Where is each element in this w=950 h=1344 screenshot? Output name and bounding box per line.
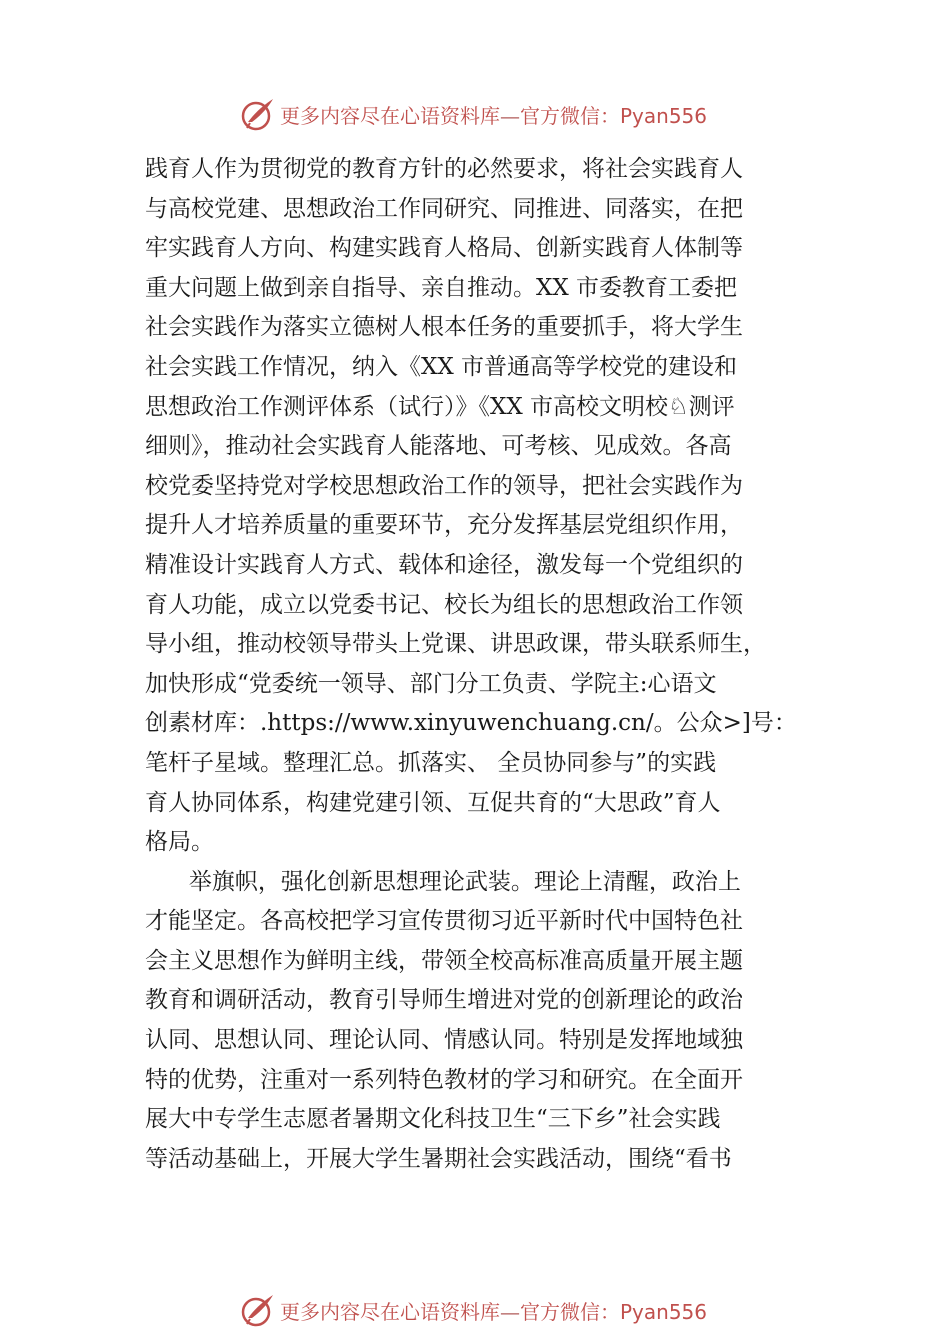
watermark-separator: — bbox=[500, 103, 520, 128]
text-line: 与高校党建、思想政治工作同研究、同推进、同落实，在把 bbox=[145, 195, 743, 222]
watermark-id: Pyan556 bbox=[620, 103, 708, 128]
text-line: 育人功能，成立以党委书记、校长为组长的思想政治工作领 bbox=[145, 591, 743, 618]
quill-logo-icon bbox=[240, 96, 276, 132]
watermark-label: 官方微信： bbox=[520, 1299, 620, 1324]
watermark-separator: — bbox=[500, 1299, 520, 1324]
text-line: 社会实践工作情况，纳入《XX 市普通高等学校党的建设和 bbox=[145, 353, 738, 380]
watermark-label: 官方微信： bbox=[520, 103, 620, 128]
watermark-id: Pyan556 bbox=[620, 1299, 708, 1324]
watermark-text bbox=[280, 100, 707, 129]
text-line: 展大中专学生志愿者暑期文化科技卫生“三下乡”社会实践 bbox=[145, 1106, 721, 1133]
text-line: 会主义思想作为鲜明主线，带领全校高标准高质量开展主题 bbox=[145, 947, 743, 974]
footer-watermark bbox=[240, 1290, 760, 1330]
watermark-text bbox=[280, 1296, 707, 1325]
text-line: 提升人才培养质量的重要环节，充分发挥基层党组织作用， bbox=[145, 512, 743, 539]
text-line: 重大问题上做到亲自指导、亲自推动。XX 市委教育工委把 bbox=[145, 274, 738, 301]
text-line: 格局。 bbox=[145, 829, 214, 856]
text-line: 才能坚定。各高校把学习宣传贯彻习近平新时代中国特色社 bbox=[145, 908, 743, 935]
text-line: 细则》，推动社会实践育人能落地、可考核、见成效。各高 bbox=[145, 433, 732, 460]
text-line: 践育人作为贯彻党的教育方针的必然要求，将社会实践育人 bbox=[145, 156, 743, 182]
text-line: 加快形成“党委统一领导、部门分工负责、学院主:心语文 bbox=[145, 670, 717, 697]
text-line: 特的优势，注重对一系列特色教材的学习和研究。在全面开 bbox=[145, 1066, 743, 1093]
text-line: 认同、思想认同、理论认同、情感认同。特别是发挥地域独 bbox=[145, 1027, 743, 1054]
text-line: 精准设计实践育人方式、载体和途径，激发每一个党组织的 bbox=[145, 551, 743, 578]
text-line: 育人协同体系，构建党建引领、互促共育的“大思政”育人 bbox=[145, 789, 721, 816]
text-line: 等活动基础上，开展大学生暑期社会实践活动，围绕“看书 bbox=[145, 1145, 732, 1172]
text-line: 牢实践育人方向、构建实践育人格局、创新实践育人体制等 bbox=[145, 235, 743, 262]
text-line: 校党委坚持党对学校思想政治工作的领导，把社会实践作为 bbox=[145, 472, 743, 499]
paragraph-start-line: 举旗帜，强化创新思想理论武装。理论上清醒，政治上 bbox=[145, 868, 741, 895]
text-line: 导小组，推动校领导带头上党课、讲思政课，带头联系师生， bbox=[145, 631, 766, 658]
text-line: 教育和调研活动，教育引导师生增进对党的创新理论的政治 bbox=[145, 987, 743, 1014]
text-line: 创素材库：.https://www.xinyuwenchuang.cn/。公众>]号： bbox=[145, 710, 797, 737]
quill-logo-icon bbox=[240, 1292, 276, 1328]
text-line: 思想政治工作测评体系（试行）》《XX 市高校文明校♘测评 bbox=[145, 393, 735, 420]
watermark-main: 更多内容尽在心语资料库 bbox=[280, 103, 500, 128]
text-line: 笔杆子星域。整理汇总。抓落实、 全员协同参与”的实践 bbox=[145, 749, 717, 776]
document-body bbox=[145, 150, 825, 1179]
text-line: 社会实践作为落实立德树人根本任务的重要抓手，将大学生 bbox=[145, 314, 743, 341]
header-watermark bbox=[240, 94, 760, 134]
watermark-main: 更多内容尽在心语资料库 bbox=[280, 1299, 500, 1324]
